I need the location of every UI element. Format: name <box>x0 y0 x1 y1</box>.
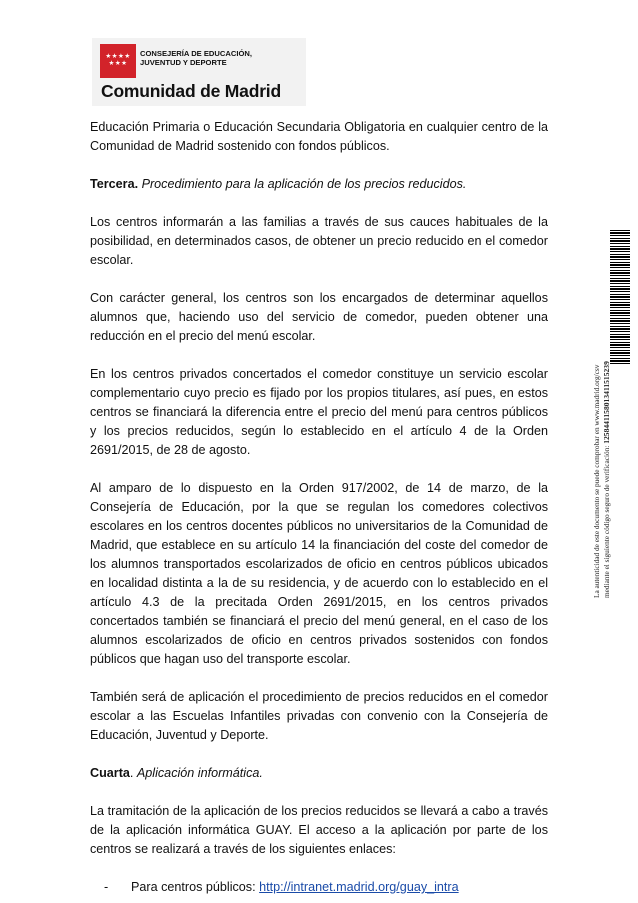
flag-stars-row-1: ★★★★ <box>105 52 131 60</box>
comunidad-madrid-logo <box>92 38 306 106</box>
paragraph-3: Con carácter general, los centros son los encargados de determinar aquellos alumnos que, haciendo uso del servicio de comedor, pueden obtener una reducción en el precio del menú escolar. <box>90 291 548 343</box>
section-heading-cuarta <box>90 764 548 783</box>
intranet-link[interactable]: http://intranet.madrid.org/guay_intra <box>259 880 459 894</box>
verification-prefix: mediante el siguiente código seguro de verificación: <box>601 443 611 598</box>
paragraph-2: Los centros informarán a las familias a través de sus cauces habituales de la posibilidad, en determinados casos, de obtener un precio reducido en el comedor escolar. <box>90 215 548 267</box>
bullet-text: Para centros públicos: <box>131 880 260 894</box>
document-body <box>90 118 548 897</box>
paragraph-5: Al amparo de lo dispuesto en la Orden 917/2002, de 14 de marzo, de la Consejería de Educación, por la que se regulan los comedores colectivos escolares en los centros docentes públicos no universitarios de la Comunidad de Madrid, que establece en su artículo 14 la financiación del coste del comedor de los alumnos transportados escolarizados de oficio en centros públicos ubicados en localidad distinta a la de su residencia, y de acuerdo con lo establecido en el artículo 4.3 de la precitada Orden 2691/2015, en los centros privados concertados también se financiará el precio del menú general, en el caso de los alumnos escolarizados de oficio en centros privados sostenidos con fondos públicos que hagan uso del transporte escolar. <box>90 481 548 666</box>
bullet-content <box>131 878 459 897</box>
section-label: Cuarta <box>90 766 130 780</box>
verification-line-2 <box>602 361 612 598</box>
verification-code: 1258441158013411515239 <box>601 361 611 444</box>
madrid-flag-icon <box>100 44 136 78</box>
section-title: Aplicación informática. <box>136 766 263 780</box>
section-title: Procedimiento para la aplicación de los precios reducidos. <box>141 177 467 191</box>
bullet-dash: - <box>104 880 109 894</box>
section-heading-tercera <box>90 175 548 194</box>
paragraph-4: En los centros privados concertados el comedor constituye un servicio escolar complementario cuyo precio es fijado por los propios titulares, así pues, en estos centros se financiará la diferencia entre el precio del menú para centros públicos y los precios reducidos, según lo establecido en el artículo 4 de la Orden 2691/2015, de 28 de agosto. <box>90 367 548 457</box>
section-separator: . <box>129 766 137 780</box>
logo-line-2: JUVENTUD Y DEPORTE <box>140 57 227 67</box>
barcode <box>610 230 630 366</box>
verification-line-1: La autenticidad de este documento se puede comprobar en www.madrid.org/csv <box>592 364 601 598</box>
flag-stars-row-2: ★★★ <box>108 59 128 67</box>
consejeria-name <box>140 50 252 68</box>
section-label: Tercera. <box>90 177 139 191</box>
comunidad-name: Comunidad de Madrid <box>101 81 281 101</box>
verification-text <box>592 361 611 598</box>
logo-line-1: CONSEJERÍA DE EDUCACIÓN, <box>140 49 252 58</box>
paragraph-7: La tramitación de la aplicación de los precios reducidos se llevará a cabo a través de la aplicación informática GUAY. El acceso a la aplicación por parte de los centros se realizará a través de los siguientes enlaces: <box>90 804 548 856</box>
paragraph-1: Educación Primaria o Educación Secundaria Obligatoria en cualquier centro de la Comunidad de Madrid sostenido con fondos públicos. <box>90 120 548 153</box>
paragraph-6: También será de aplicación el procedimiento de precios reducidos en el comedor escolar a las Escuelas Infantiles privadas con convenio con la Consejería de Educación, Juventud y Deporte. <box>90 690 548 742</box>
list-item <box>104 878 548 897</box>
